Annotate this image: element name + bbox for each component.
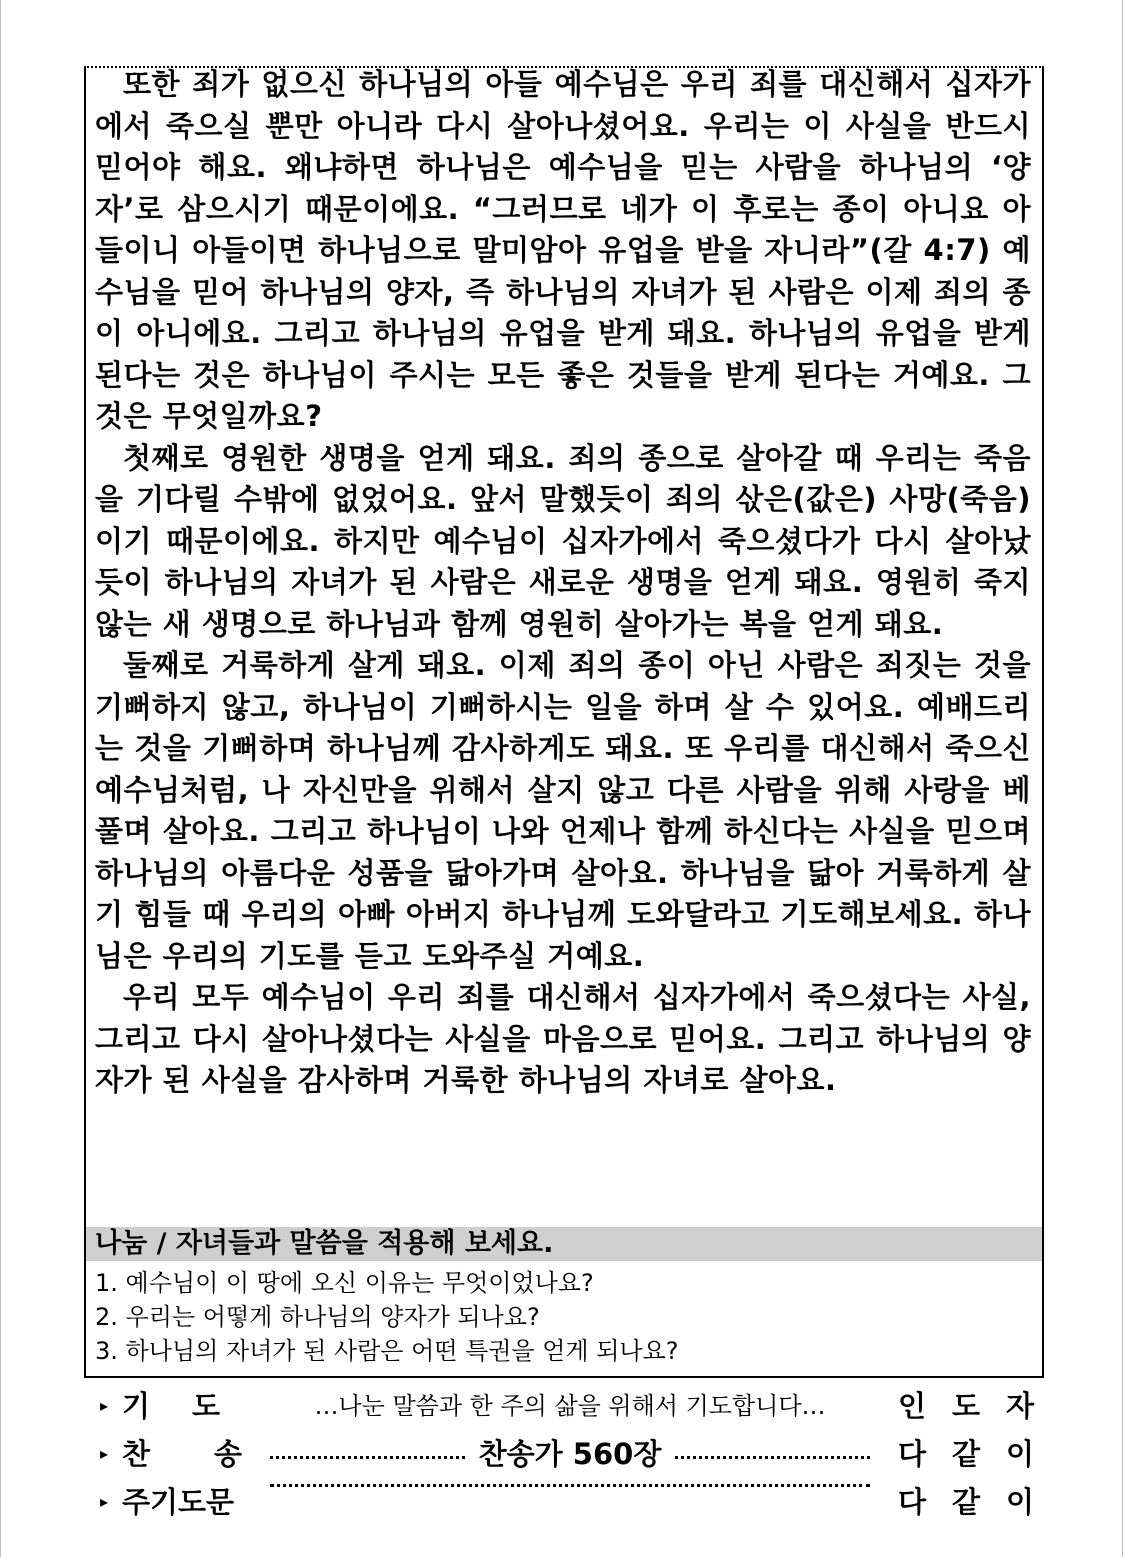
order-description: …나눈 말씀과 한 주의 삶을 위해서 기도합니다… xyxy=(314,1392,826,1420)
order-row-lords-prayer xyxy=(100,1478,1034,1526)
triangle-bullet-icon: ▸ xyxy=(100,1444,109,1463)
paragraph: 우리 모두 예수님이 우리 죄를 대신해서 십자가에서 죽으셨다는 사실, 그리고 다시 살아나셨다는 사실을 마음으로 믿어요. 그리고 하나님의 양자가 된 사실을 감사하며 거룩한 하나님의 자녀로 살아요. xyxy=(95,980,1031,1097)
order-performer: 다 같 이 xyxy=(898,1437,1034,1471)
order-label: 기 도 xyxy=(122,1389,220,1423)
paragraph: 첫째로 영원한 생명을 얻게 돼요. 죄의 종으로 살아갈 때 우리는 죽음을 기다릴 수밖에 없었어요. 앞서 말했듯이 죄의 삯은(값은) 사망(죽음)이기 때문이에요. 하지만 예수님이 십자가에서 죽으셨다가 다시 살아났듯이 하나님의 자녀가 된 사람은 새로운 생명을 얻게 돼요. 영원히 죽지 않는 새 생명으로 하나님과 함께 영원히 살아가는 복을 얻게 돼요. xyxy=(95,440,1031,641)
question-item: 1. 예수님이 이 땅에 오신 이유는 무엇이었나요? xyxy=(95,1269,594,1297)
order-row-prayer xyxy=(100,1382,1034,1430)
order-performer: 인 도 자 xyxy=(898,1389,1034,1423)
dotted-leader xyxy=(675,1456,870,1459)
question-item: 3. 하나님의 자녀가 된 사람은 어떤 특권을 얻게 되나요? xyxy=(95,1337,679,1365)
question-item: 2. 우리는 어떻게 하나님의 양자가 되나요? xyxy=(95,1303,540,1331)
worship-order xyxy=(100,1382,1034,1526)
dotted-leader xyxy=(270,1484,870,1487)
order-description: 찬송가 560장 xyxy=(270,1430,870,1478)
article-body xyxy=(95,64,1031,1102)
triangle-bullet-icon: ▸ xyxy=(100,1396,109,1415)
dotted-leader xyxy=(270,1456,465,1459)
triangle-bullet-icon: ▸ xyxy=(100,1492,109,1511)
paragraph: 또한 죄가 없으신 하나님의 아들 예수님은 우리 죄를 대신해서 십자가에서 죽으실 뿐만 아니라 다시 살아나셨어요. 우리는 이 사실을 반드시 믿어야 해요. 왜냐하면 하나님은 예수님을 믿는 사람을 하나님의 ‘양자’로 삼으시기 때문이에요. “그러므로 네가 이 후로는 종이 아니요 아들이니 아들이면 하나님으로 말미암아 유업을 받을 자니라”(갈 4:7) 예수님을 믿어 하나님의 양자, 즉 하나님의 자녀가 된 사람은 이제 죄의 종이 아니에요. 그리고 하나님의 유업을 받게 돼요. 하나님의 유업을 받게 된다는 것은 하나님이 주시는 모든 좋은 것들을 받게 된다는 거예요. 그것은 무엇일까요? xyxy=(95,67,1031,433)
question-list xyxy=(95,1266,1025,1368)
order-description xyxy=(270,1478,870,1487)
paragraph: 둘째로 거룩하게 살게 돼요. 이제 죄의 종이 아닌 사람은 죄짓는 것을 기뻐하지 않고, 하나님이 기뻐하시는 일을 하며 살 수 있어요. 예배드리는 것을 기뻐하며 하나님께 감사하게도 돼요. 또 우리를 대신해서 죽으신 예수님처럼, 나 자신만을 위해서 살지 않고 다른 사람을 위해 사랑을 베풀며 살아요. 그리고 하나님이 나와 언제나 함께 하신다는 사실을 믿으며 하나님의 아름다운 성품을 닮아가며 살아요. 하나님을 닮아 거룩하게 살기 힘들 때 우리의 아빠 아버지 하나님께 도와달라고 기도해보세요. 하나님은 우리의 기도를 듣고 도와주실 거예요. xyxy=(95,648,1031,973)
sharing-title: 나눔 / 자녀들과 말씀을 적용해 보세요. xyxy=(95,1228,554,1259)
page-edge xyxy=(1122,0,1123,1557)
page-edge xyxy=(0,0,1,1557)
order-row-hymn xyxy=(100,1430,1034,1478)
order-label: 주기도문 xyxy=(122,1485,235,1519)
order-label: 찬 송 xyxy=(122,1437,242,1471)
order-performer: 다 같 이 xyxy=(898,1485,1034,1519)
